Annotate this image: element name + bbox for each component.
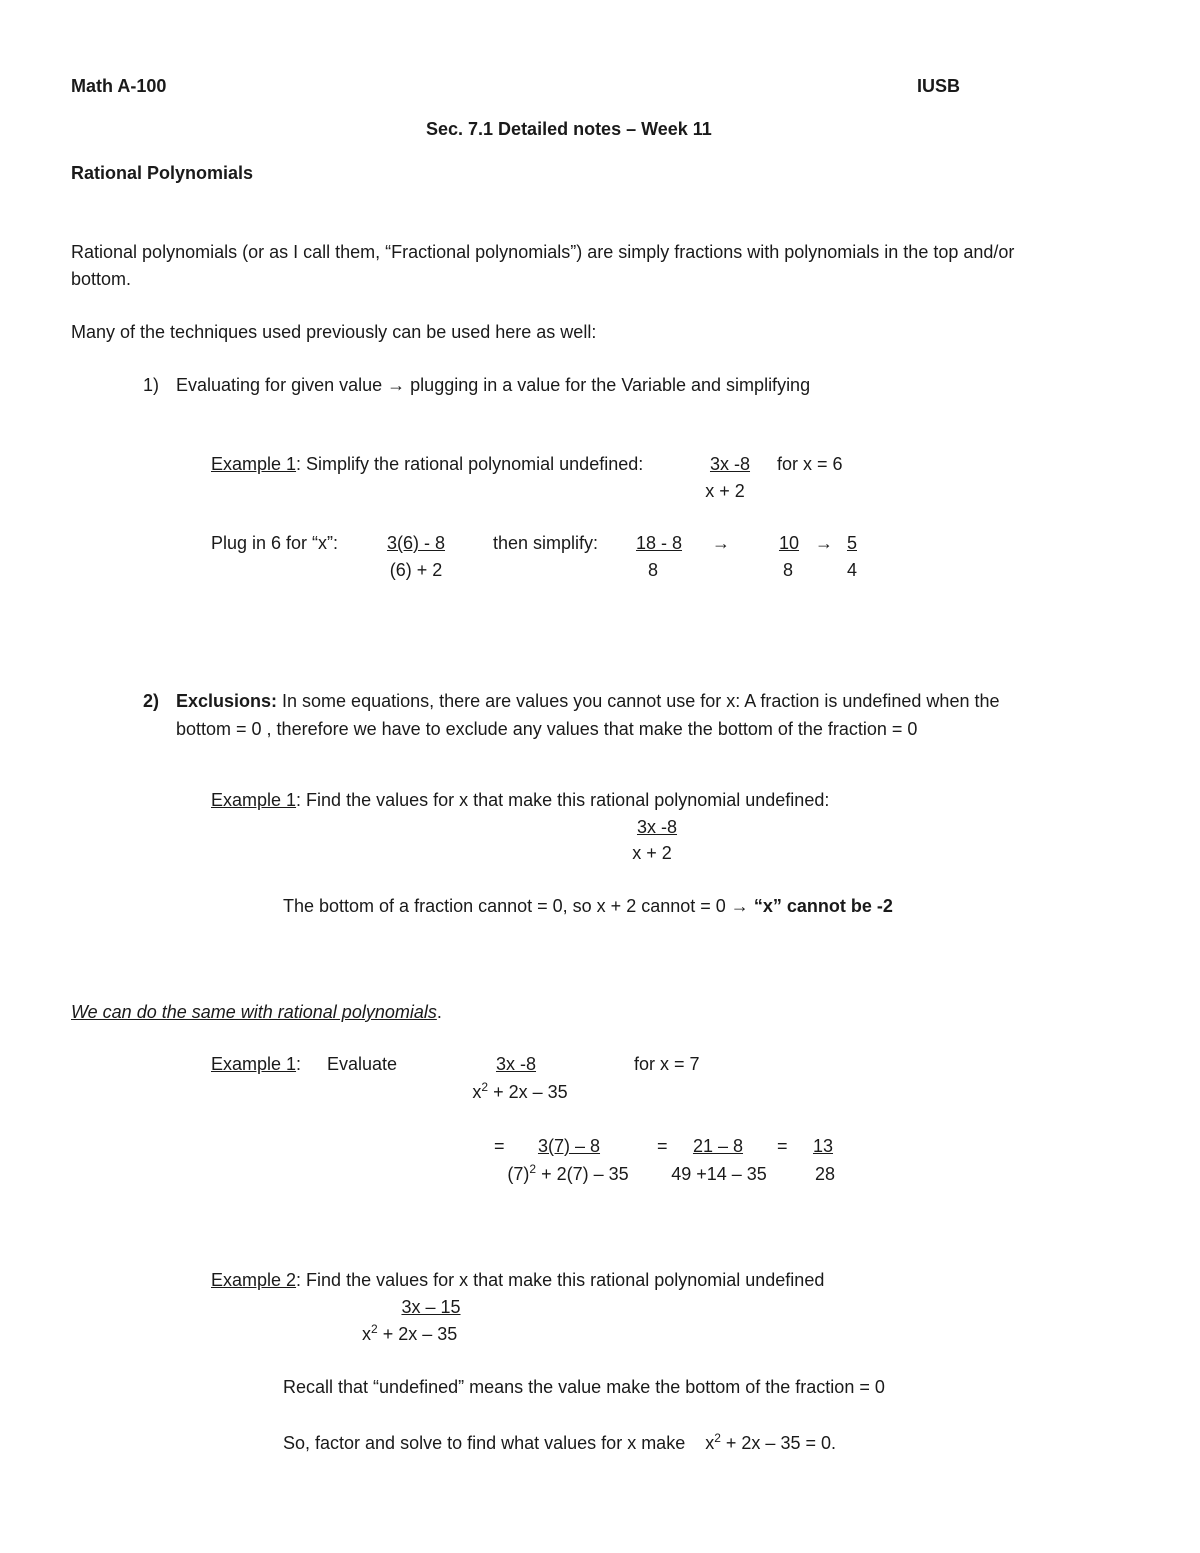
intro-line-1: Rational polynomials (or as I call them, “Fractional polynomials”) are simply fractions with polynomials in the top and/or (71, 242, 1015, 262)
same-note-text: We can do the same with rational polynomials (71, 1002, 437, 1022)
plug-fraction-3-numerator: 10 (778, 533, 800, 553)
equals-sign: = (657, 1136, 668, 1156)
example-label: Example 1 (211, 1054, 297, 1074)
plug-fraction-1-denominator: (6) + 2 (389, 560, 443, 580)
page-title: Sec. 7.1 Detailed notes – Week 11 (426, 119, 712, 139)
item-1-number: 1) (143, 375, 160, 395)
example-text: : Find the values for x that make this rational polynomial undefined: (296, 790, 830, 810)
fraction-denominator: x + 2 (705, 481, 745, 501)
conclusion-answer: “x” cannot be -2 (753, 896, 893, 916)
right-arrow-icon: → (712, 533, 730, 553)
right-arrow-icon: → (815, 533, 833, 553)
plug-label: Plug in 6 for “x”: (211, 533, 339, 553)
fraction-numerator: 3x -8 (495, 1054, 537, 1074)
plug-fraction-4-denominator: 4 (846, 560, 857, 580)
school-label: IUSB (917, 76, 961, 96)
exclusion-conclusion (283, 895, 893, 917)
evaluate-label: Evaluate (327, 1054, 398, 1074)
step-1-denominator: $(7)^2 + 2(7) - 35$ (507, 1162, 629, 1184)
step-2-denominator: 49 +14 – 35 (671, 1164, 767, 1184)
recall-line: Recall that “undefined” means the value make the bottom of the fraction = 0 (283, 1377, 885, 1397)
step-2-numerator: 21 – 8 (692, 1136, 744, 1156)
item-2-number: 2) (143, 691, 160, 711)
example-1a-prompt (211, 453, 643, 475)
course-label: Math A-100 (71, 76, 167, 96)
plug-fraction-2-numerator: 18 - 8 (635, 533, 683, 553)
fraction-numerator: 3x -8 (636, 817, 678, 837)
plug-fraction-1-numerator: 3(6) - 8 (386, 533, 446, 553)
factor-text: So, factor and solve to find what values for x make (283, 1433, 686, 1453)
then-simplify-label: then simplify: (493, 533, 599, 553)
conclusion-text: The bottom of a fraction cannot = 0, so x + 2 cannot = 0 (283, 896, 726, 916)
example-1c-for: for x = 7 (634, 1054, 700, 1074)
equals-sign: = (777, 1136, 788, 1156)
item-2-line-1 (176, 690, 999, 712)
item-1-text-after: plugging in a value for the Variable and simplifying (410, 375, 811, 395)
right-arrow-icon: → (730, 896, 749, 916)
example-label: Example 2 (211, 1270, 297, 1290)
plug-fraction-2-denominator: 8 (647, 560, 658, 580)
example-label: Example 1 (211, 790, 297, 810)
item-1-text-before: Evaluating for given value (176, 375, 383, 395)
exclusions-label: Exclusions: (176, 691, 278, 711)
same-note: We can do the same with rational polynomials. (71, 1002, 442, 1022)
factor-line: So, factor and solve to find what values for x make $x^2 + 2x - 35 = 0$. (283, 1431, 836, 1453)
example-label: Example 1 (211, 454, 297, 474)
item-2-line-2: bottom = 0 , therefore we have to exclude any values that make the bottom of the fraction = 0 (176, 719, 918, 739)
item-2-text: In some equations, there are values you cannot use for x: A fraction is undefined when the (277, 691, 1000, 711)
fraction-denominator: $x^2 + 2x - 35$ (472, 1080, 568, 1102)
step-1-numerator: 3(7) – 8 (537, 1136, 601, 1156)
example-1a-for: for x = 6 (777, 454, 843, 474)
equals-sign: = (494, 1136, 505, 1156)
intro-line-2: bottom. (71, 269, 132, 289)
techniques-intro: Many of the techniques used previously can be used here as well: (71, 322, 597, 342)
fraction-denominator: x + 2 (632, 843, 672, 863)
example-1b-prompt (211, 789, 829, 811)
fraction-numerator: 3x -8 (709, 454, 751, 474)
example-text: : Find the values for x that make this rational polynomial undefined (296, 1270, 825, 1290)
fraction-denominator: $x^2 + 2x - 35$ (362, 1322, 458, 1344)
fraction-numerator: 3x – 15 (401, 1297, 461, 1317)
section-heading: Rational Polynomials (71, 163, 254, 183)
example-1c-label: Example 1: (211, 1054, 302, 1074)
example-text: : Simplify the rational polynomial undefined: (296, 454, 644, 474)
example-2-prompt (211, 1269, 824, 1291)
plug-fraction-4-numerator: 5 (846, 533, 857, 553)
right-arrow-icon: → (387, 375, 406, 395)
plug-fraction-3-denominator: 8 (782, 560, 793, 580)
step-3-numerator: 13 (812, 1136, 834, 1156)
step-3-denominator: 28 (814, 1164, 836, 1184)
item-1-text (176, 374, 810, 396)
